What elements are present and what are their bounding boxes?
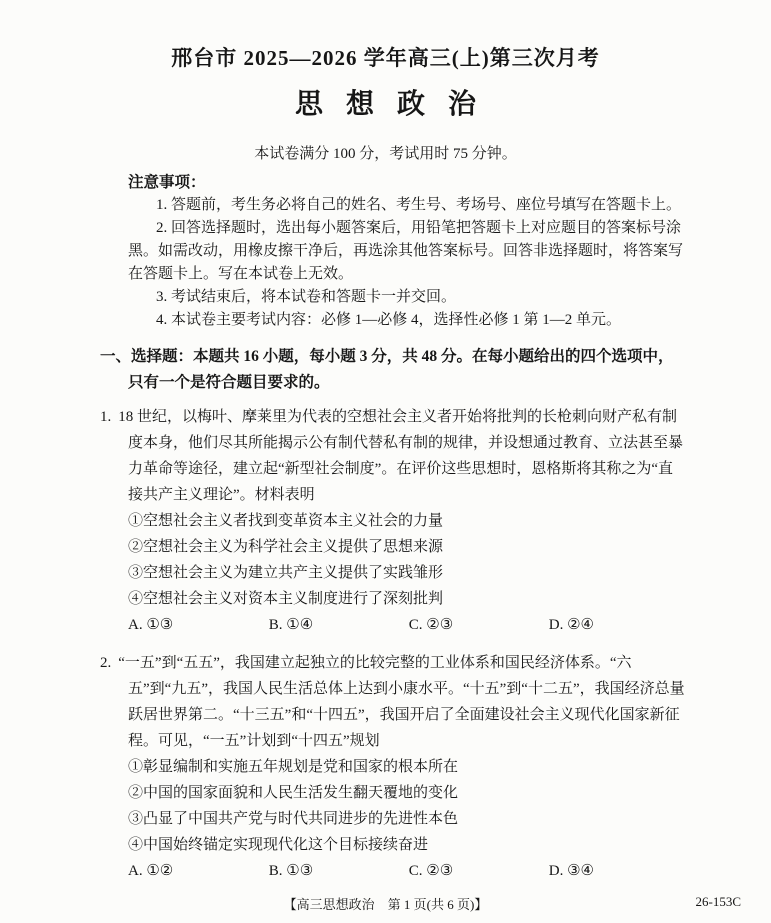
paper-code: 26-153C: [695, 894, 741, 909]
question-1-choice-c: C. ②③: [408, 617, 454, 633]
question-1-statement-3: ③空想社会主义为建立共产主义提供了实践雏形: [128, 565, 444, 581]
question-2-statement-4: ④中国始终锚定实现现代化这个目标接续奋进: [128, 837, 429, 853]
question-1-statement-2: ②空想社会主义为科学社会主义提供了思想来源: [128, 539, 444, 555]
question-1-choice-a: A. ①③: [128, 617, 174, 633]
subject-title: 思 想 政 治: [294, 89, 484, 120]
question-2-statement-3: ③凸显了中国共产党与时代共同进步的先进性本色: [128, 811, 459, 827]
question-1: [100, 404, 685, 638]
exam-title: 邢台市 2025—2026 学年高三(上)第三次月考: [171, 46, 600, 70]
question-2: [100, 650, 685, 884]
question-1-choice-d: D. ②④: [548, 617, 594, 633]
question-2-choice-d: D. ③④: [548, 863, 594, 879]
question-2-stem: [100, 650, 685, 754]
notice-section: [128, 171, 685, 332]
notice-item-3: 3. 考试结束后，将本试卷和答题卡一并交回。: [156, 289, 457, 305]
question-1-number: 1.: [100, 409, 112, 425]
question-2-text: “一五”到“五五”，我国建立起独立的比较完整的工业体系和国民经济体系。“六五”到“九五”，我国人民生活总体上达到小康水平。“十五”到“十二五”，我国经济总量跃居世界第二。“十三五”和“十四五”，我国开启了全面建设社会主义现代化国家新征程。可见，“一五”计划到“十四五”规划: [118, 655, 685, 749]
question-2-statement-1: ①彰显编制和实施五年规划是党和国家的根本所在: [128, 759, 459, 775]
question-1-stem: [100, 404, 685, 508]
question-1-answer-choices: [128, 612, 594, 638]
footer-page-info: 【高三思想政治 第 1 页(共 6 页)】: [283, 897, 488, 912]
notice-item-1: 1. 答题前，考生务必将自己的姓名、考生号、考场号、座位号填写在答题卡上。: [156, 197, 682, 213]
notice-item-4: 4. 本试卷主要考试内容：必修 1—必修 4，选择性必修 1 第 1—2 单元。: [156, 312, 622, 328]
question-1-choice-b: B. ①④: [268, 617, 314, 633]
notice-heading: 注意事项：: [128, 174, 206, 191]
question-2-choice-a: A. ①②: [128, 863, 174, 879]
section-one-heading: 一、选择题：本题共 16 小题，每小题 3 分，共 48 分。在每小题给出的四个选项中，只有一个是符合题目要求的。: [100, 348, 674, 391]
question-2-answer-choices: [128, 858, 594, 884]
notice-item-2: 2. 回答选择题时，选出每小题答案后，用铅笔把答题卡上对应题目的答案标号涂黑。如需改动，用橡皮擦干净后，再选涂其他答案标号。回答非选择题时，将答案写在答题卡上。写在本试卷上无效。: [128, 220, 684, 282]
question-2-number: 2.: [100, 655, 112, 671]
question-1-statement-1: ①空想社会主义者找到变革资本主义社会的力量: [128, 513, 444, 529]
question-2-choice-c: C. ②③: [408, 863, 454, 879]
question-2-choice-b: B. ①③: [268, 863, 314, 879]
question-1-text: 18 世纪，以梅叶、摩莱里为代表的空想社会主义者开始将批判的长枪刺向财产私有制度本身，他们尽其所能揭示公有制代替私有制的规律，并设想通过教育、立法甚至暴力革命等途径，建立起“新型社会制度”。在评价这些思想时，恩格斯将其称之为“直接共产主义理论”。材料表明: [118, 409, 684, 503]
paper-header: [0, 0, 771, 163]
question-1-statement-4: ④空想社会主义对资本主义制度进行了深刻批判: [128, 591, 444, 607]
question-2-statement-2: ②中国的国家面貌和人民生活发生翻天覆地的变化: [128, 785, 459, 801]
exam-duration-note: 本试卷满分 100 分，考试用时 75 分钟。: [254, 146, 517, 162]
page-footer: [0, 894, 771, 913]
